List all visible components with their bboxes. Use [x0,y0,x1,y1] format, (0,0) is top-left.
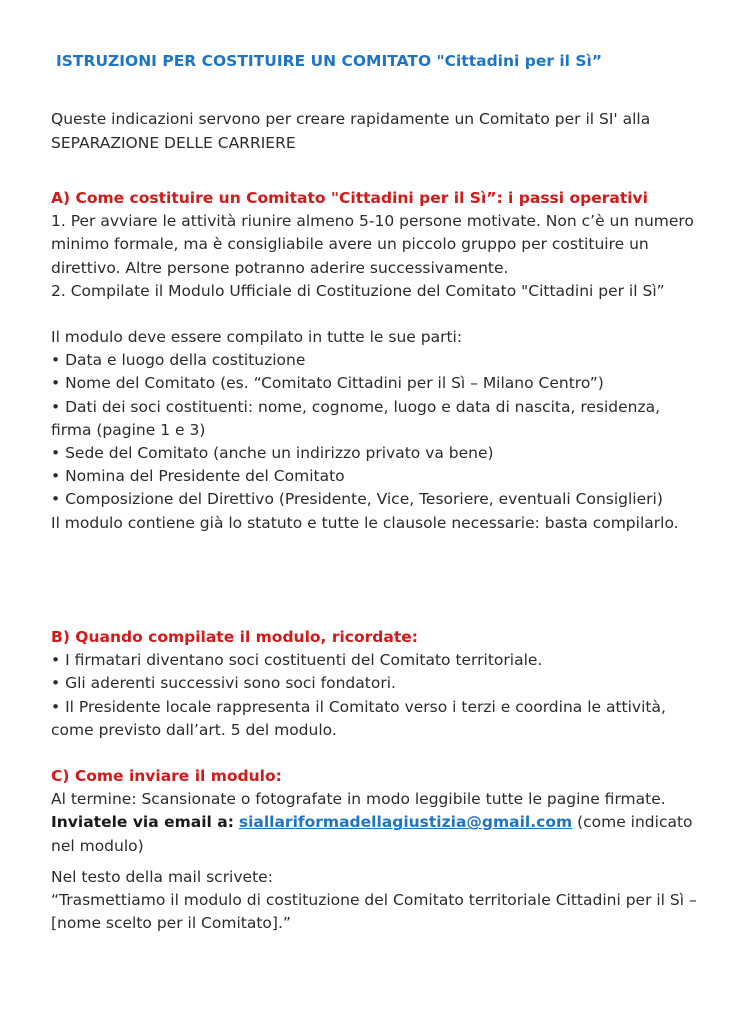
list-item: • Sede del Comitato (anche un indirizzo privato va bene) [51,442,701,465]
email-link[interactable]: siallariformadellagiustizia@gmail.com [238,813,573,832]
intro-paragraph: Queste indicazioni servono per creare rapidamente un Comitato per il SI' alla SEPARAZIONE DELLE CARRIERE [51,110,651,152]
mail-text-label: Nel testo della mail scrivete: [51,867,273,886]
section-a-closing: Il modulo contiene già lo statuto e tutte le clausole necessarie: basta compilarlo. [51,513,679,532]
send-instruction [51,811,701,857]
send-note: (come indicato nel modulo) [51,813,693,855]
document-title: ISTRUZIONI PER COSTITUIRE UN COMITATO "Cittadini per il Sì” [56,52,603,70]
send-label: Inviatele via email a: [51,813,234,832]
list-item: • Data e luogo della costituzione [51,349,701,372]
section-c-line-1: Al termine: Scansionate o fotografate in modo leggibile tutte le pagine firmate. [51,790,666,809]
section-a-step-1: 1. Per avviare le attività riunire almeno 5-10 persone motivate. Non c’è un numero minimo formale, ma è consigliabile avere un piccolo gruppo per costituire un direttivo. Altre persone potranno aderire successivamente. [51,212,694,277]
mail-text: “Trasmettiamo il modulo di costituzione del Comitato territoriale Cittadini per il Sì – [nome scelto per il Comitato].” [51,891,697,933]
list-item: • Dati dei soci costituenti: nome, cognome, luogo e data di nascita, residenza, firma (pagine 1 e 3) [51,396,701,442]
section-b [51,626,701,742]
list-item: • Il Presidente locale rappresenta il Comitato verso i terzi e coordina le attività, come previsto dall’art. 5 del modulo. [51,696,701,742]
section-a [51,187,701,535]
modulo-intro: Il modulo deve essere compilato in tutte le sue parti: [51,328,463,347]
list-item: • Nome del Comitato (es. “Comitato Cittadini per il Sì – Milano Centro”) [51,372,701,395]
section-c-heading: C) Come inviare il modulo: [51,767,282,785]
section-a-heading: A) Come costituire un Comitato "Cittadini per il Sì”: i passi operativi [51,189,648,207]
section-a-step-2: 2. Compilate il Modulo Ufficiale di Costituzione del Comitato "Cittadini per il Sì” [51,281,665,300]
list-item: • I firmatari diventano soci costituenti del Comitato territoriale. [51,649,701,672]
section-b-heading: B) Quando compilate il modulo, ricordate: [51,628,418,646]
section-c [51,765,701,935]
list-item: • Composizione del Direttivo (Presidente, Vice, Tesoriere, eventuali Consiglieri) [51,488,701,511]
list-item: • Nomina del Presidente del Comitato [51,465,701,488]
list-item: • Gli aderenti successivi sono soci fondatori. [51,672,701,695]
